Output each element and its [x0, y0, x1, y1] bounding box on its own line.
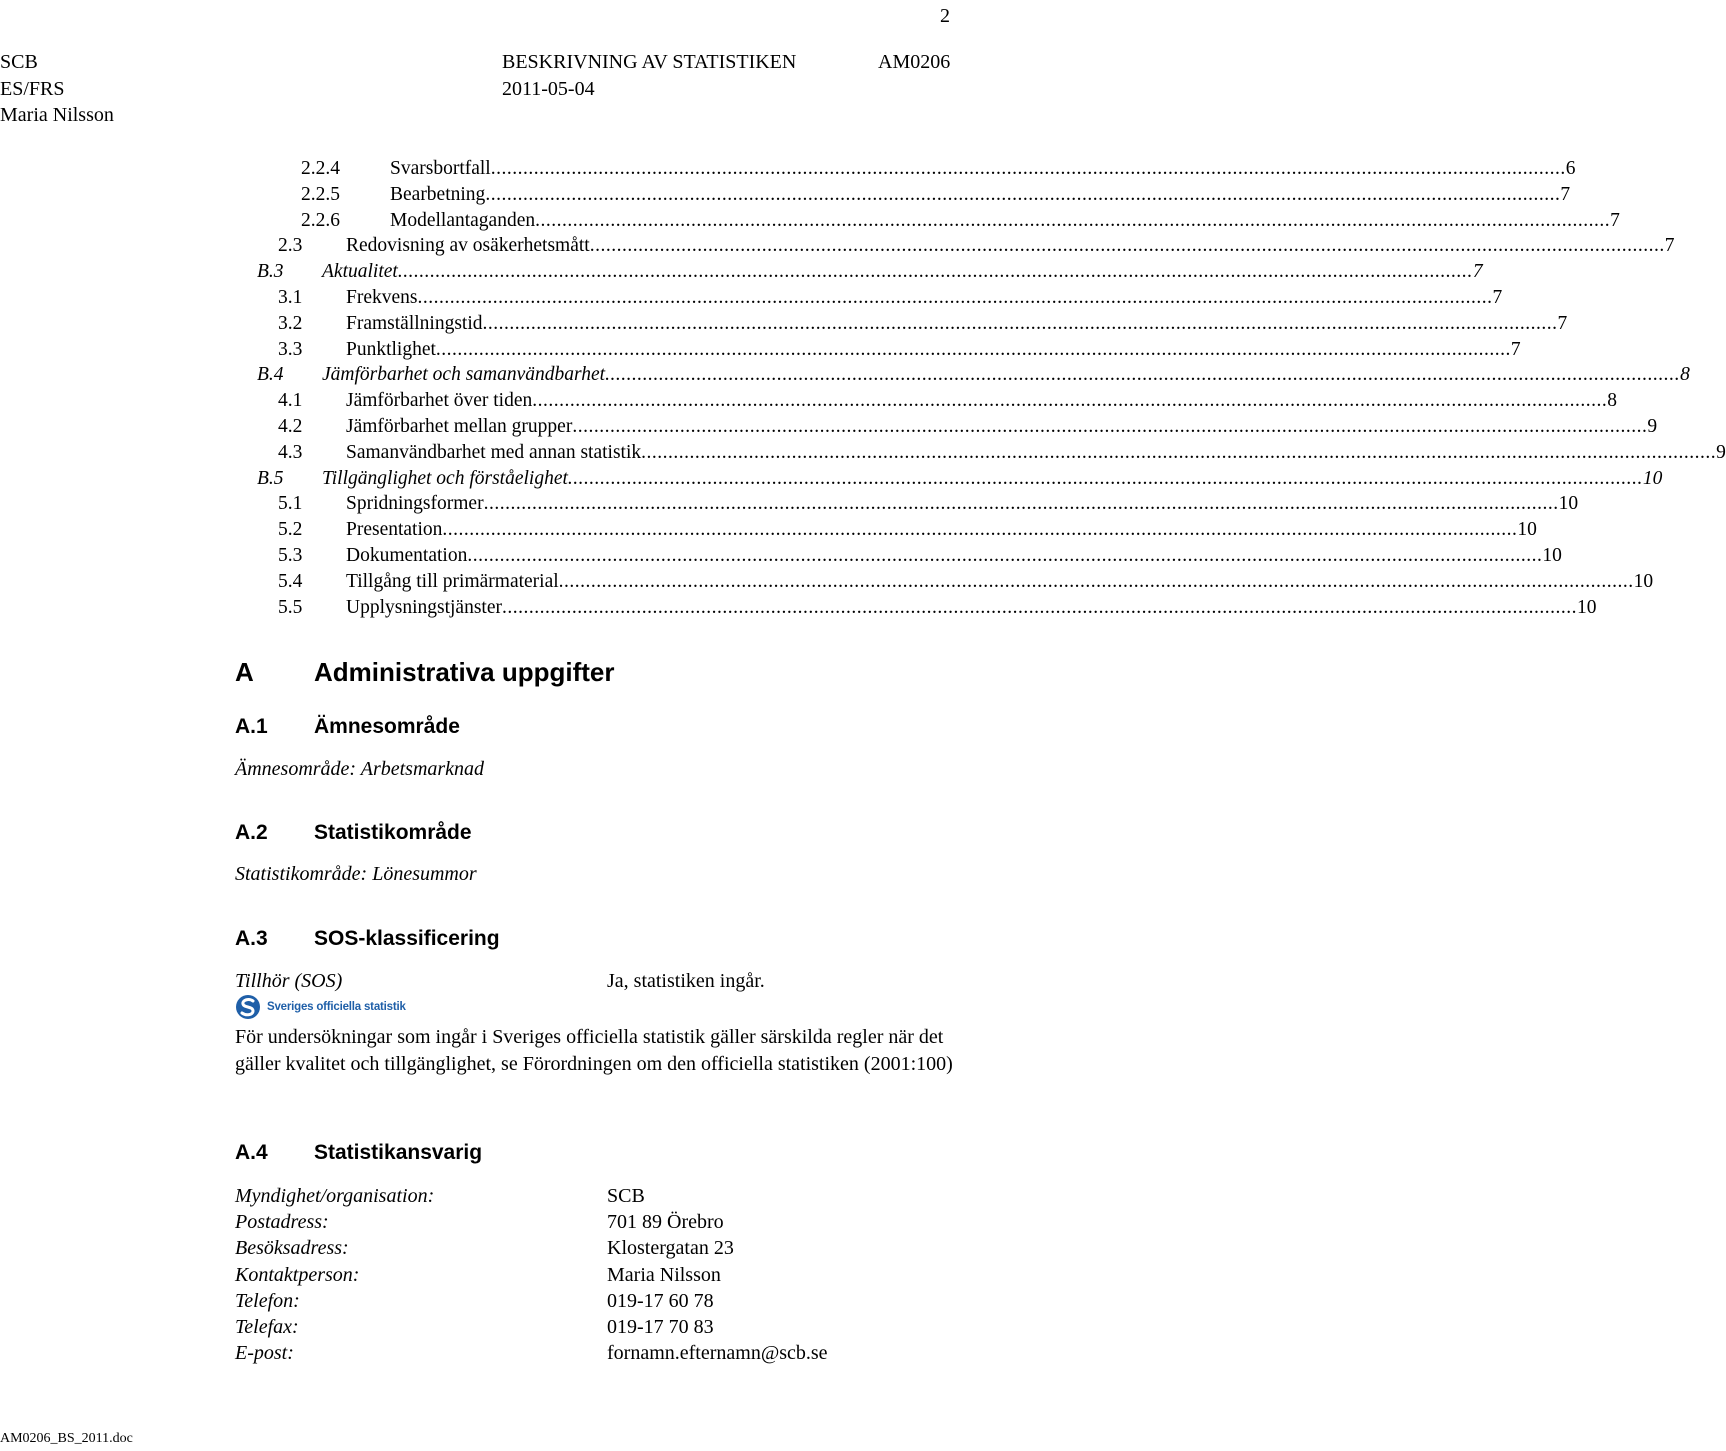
contact-label: Postadress:: [235, 1211, 329, 1234]
toc-row[interactable]: [0, 362, 1690, 388]
contact-label: Telefon:: [235, 1289, 300, 1312]
contact-value: 019-17 70 83: [607, 1316, 714, 1338]
header-org: SCB: [0, 51, 38, 73]
toc-row[interactable]: [0, 543, 1562, 569]
toc-row[interactable]: [0, 440, 1726, 466]
toc-leader: ........................................................................................................................................................................................................: [442, 519, 1518, 541]
toc-page: 10: [1517, 519, 1537, 541]
toc-leader: ........................................................................................................................................................................................................: [572, 415, 1648, 437]
toc-row[interactable]: [0, 337, 1521, 363]
toc-title: Svarsbortfall: [390, 158, 491, 179]
toc-leader: ........................................................................................................................................................................................................: [605, 364, 1681, 386]
toc-leader: ........................................................................................................................................................................................................: [435, 338, 1511, 360]
toc-row[interactable]: [0, 517, 1537, 543]
toc-number: B.5: [257, 467, 284, 489]
toc-leader: ........................................................................................................................................................................................................: [397, 261, 1473, 283]
toc-title: Presentation: [346, 519, 443, 541]
contact-row: [0, 1262, 960, 1288]
toc-title: Upplysningstjänster: [346, 596, 502, 618]
toc-page: 8: [1607, 390, 1618, 412]
contact-label: Besöksadress:: [235, 1237, 349, 1260]
contact-label: E-post:: [235, 1342, 294, 1365]
toc-row[interactable]: [0, 595, 1597, 621]
toc-page: 10: [1642, 467, 1663, 489]
toc-number: 2.3: [278, 235, 303, 257]
toc-title: Tillgång till primärmaterial: [346, 570, 559, 592]
contact-row: [0, 1288, 960, 1314]
toc-number: 5.1: [278, 493, 303, 515]
toc-row[interactable]: [0, 182, 1571, 208]
toc-title: Tillgänglighet och förståelighet: [322, 467, 568, 489]
toc-leader: ........................................................................................................................................................................................................: [535, 209, 1611, 231]
toc-page: 10: [1633, 570, 1654, 592]
toc-row[interactable]: [0, 569, 1654, 595]
toc-page: 7: [1492, 286, 1503, 308]
toc-number: 2.2.4: [301, 158, 340, 179]
contact-label: Telefax:: [235, 1316, 299, 1338]
toc-title: Dokumentation: [346, 544, 468, 566]
toc-title: Spridningsformer: [346, 493, 484, 515]
toc-title: Frekvens: [346, 286, 418, 308]
toc-page: 8: [1680, 364, 1690, 386]
section-a-title: Administrativa uppgifter: [314, 657, 615, 687]
a1-text: Ämnesområde: Arbetsmarknad: [235, 758, 485, 780]
header-dept: ES/FRS: [0, 78, 65, 100]
contact-value: fornamn.efternamn@scb.se: [607, 1342, 828, 1365]
a2-title: Statistikområde: [314, 821, 472, 844]
a1-title: Ämnesområde: [314, 715, 460, 738]
toc-title: Samanvändbarhet med annan statistik: [346, 441, 642, 463]
a3-label: Tillhör (SOS): [235, 970, 343, 992]
contact-label: Myndighet/organisation:: [235, 1185, 435, 1207]
header-date: 2011-05-04: [502, 78, 595, 100]
header-doc-title: BESKRIVNING AV STATISTIKEN: [502, 51, 797, 73]
toc-row[interactable]: [0, 311, 1568, 337]
toc-row[interactable]: [0, 233, 1675, 259]
toc-number: 4.2: [278, 415, 303, 437]
toc-title: Jämförbarhet mellan grupper: [346, 415, 573, 437]
toc-row[interactable]: [0, 388, 1618, 414]
header-author: Maria Nilsson: [0, 104, 114, 126]
toc-leader: ........................................................................................................................................................................................................: [467, 544, 1543, 566]
contact-label: Kontaktperson:: [235, 1263, 360, 1286]
toc-leader: ........................................................................................................................................................................................................: [641, 441, 1717, 463]
toc-number: 5.4: [278, 570, 303, 592]
toc-title: Aktualitet: [322, 261, 398, 283]
page-number: 2: [940, 5, 950, 27]
a2-number: A.2: [235, 821, 268, 844]
toc-page: 7: [1664, 235, 1675, 257]
contact-value: SCB: [607, 1185, 645, 1207]
a2-text: Statistikområde: Lönesummor: [235, 863, 477, 885]
toc-page: 7: [1560, 183, 1571, 205]
toc-leader: ........................................................................................................................................................................................................: [417, 286, 1493, 308]
toc-row[interactable]: [0, 285, 1503, 311]
a4-number: A.4: [235, 1141, 268, 1164]
contact-row: [0, 1314, 960, 1340]
toc-title: Redovisning av osäkerhetsmått: [346, 235, 590, 257]
toc-row[interactable]: [0, 491, 1579, 517]
toc-number: 5.5: [278, 596, 303, 618]
contact-row: [0, 1235, 960, 1261]
toc-number: 2.2.6: [301, 209, 340, 231]
toc-number: B.4: [257, 364, 284, 386]
toc-number: 3.2: [278, 312, 303, 334]
toc-number: 3.3: [278, 338, 303, 360]
toc-leader: ........................................................................................................................................................................................................: [502, 596, 1577, 618]
header-doc-code: AM0206: [878, 51, 951, 73]
toc-leader: ........................................................................................................................................................................................................: [558, 570, 1634, 592]
toc-title: Jämförbarhet och samanvändbarhet: [322, 364, 606, 386]
toc-number: 3.1: [278, 286, 303, 308]
toc-row[interactable]: [0, 466, 1663, 492]
a4-title: Statistikansvarig: [314, 1141, 483, 1164]
toc-row[interactable]: [0, 414, 1658, 440]
toc-page: 10: [1577, 596, 1597, 618]
toc-leader: ........................................................................................................................................................................................................: [483, 493, 1559, 515]
toc-number: 5.3: [278, 544, 303, 566]
toc-number: 4.1: [278, 390, 303, 412]
toc-title: Bearbetning: [390, 183, 486, 205]
a3-number: A.3: [235, 927, 268, 950]
toc-title: Framställningstid: [346, 312, 483, 334]
toc-number: 5.2: [278, 519, 303, 541]
contact-row: [0, 1340, 960, 1366]
toc-page: 10: [1542, 544, 1562, 566]
toc-number: 2.2.5: [301, 183, 340, 205]
section-a-letter: A: [235, 657, 254, 687]
contact-value: Maria Nilsson: [607, 1263, 721, 1286]
toc-page: 10: [1558, 493, 1579, 515]
a3-paragraph: För undersökningar som ingår i Sveriges officiella statistik gäller särskilda regler när det gäller kvalitet och tillgänglighet, se Förordningen om den officiella statistiken (2001:100): [235, 1026, 953, 1075]
toc-row[interactable]: [0, 259, 1483, 285]
toc-title: Punktlighet: [346, 338, 436, 360]
a1-number: A.1: [235, 715, 268, 738]
toc-leader: ........................................................................................................................................................................................................: [490, 158, 1566, 179]
toc-leader: ........................................................................................................................................................................................................: [482, 312, 1558, 334]
sos-logo-text: Sveriges officiella statistik: [267, 1001, 406, 1013]
contact-value: Klostergatan 23: [607, 1237, 734, 1260]
toc-row[interactable]: [0, 156, 1576, 182]
contact-row: [0, 1209, 960, 1235]
toc-page: 9: [1716, 441, 1726, 463]
contact-row: [0, 1183, 960, 1209]
sos-logo: [235, 994, 410, 1020]
toc-title: Jämförbarhet över tiden: [346, 390, 533, 412]
toc-page: 9: [1647, 415, 1658, 437]
table-of-contents: [0, 156, 1726, 620]
toc-leader: ........................................................................................................................................................................................................: [567, 467, 1643, 489]
toc-leader: ........................................................................................................................................................................................................: [485, 183, 1561, 205]
toc-row[interactable]: [0, 208, 1620, 234]
a3-value: Ja, statistiken ingår.: [607, 970, 765, 992]
toc-page: 7: [1610, 209, 1620, 231]
a3-title: SOS-klassificering: [314, 927, 500, 950]
sos-logo-icon: [235, 994, 265, 1020]
toc-page: 7: [1557, 312, 1568, 334]
toc-leader: ........................................................................................................................................................................................................: [532, 390, 1608, 412]
contact-value: 701 89 Örebro: [607, 1211, 724, 1234]
toc-page: 6: [1565, 158, 1576, 179]
toc-title: Modellantaganden: [390, 209, 536, 231]
toc-page: 7: [1510, 338, 1521, 360]
toc-page: 7: [1472, 261, 1483, 283]
toc-leader: ........................................................................................................................................................................................................: [589, 235, 1665, 257]
footer-filename: AM0206_BS_2011.doc: [0, 1431, 133, 1446]
toc-number: B.3: [257, 261, 284, 283]
contact-value: 019-17 60 78: [607, 1289, 714, 1312]
toc-number: 4.3: [278, 441, 303, 463]
